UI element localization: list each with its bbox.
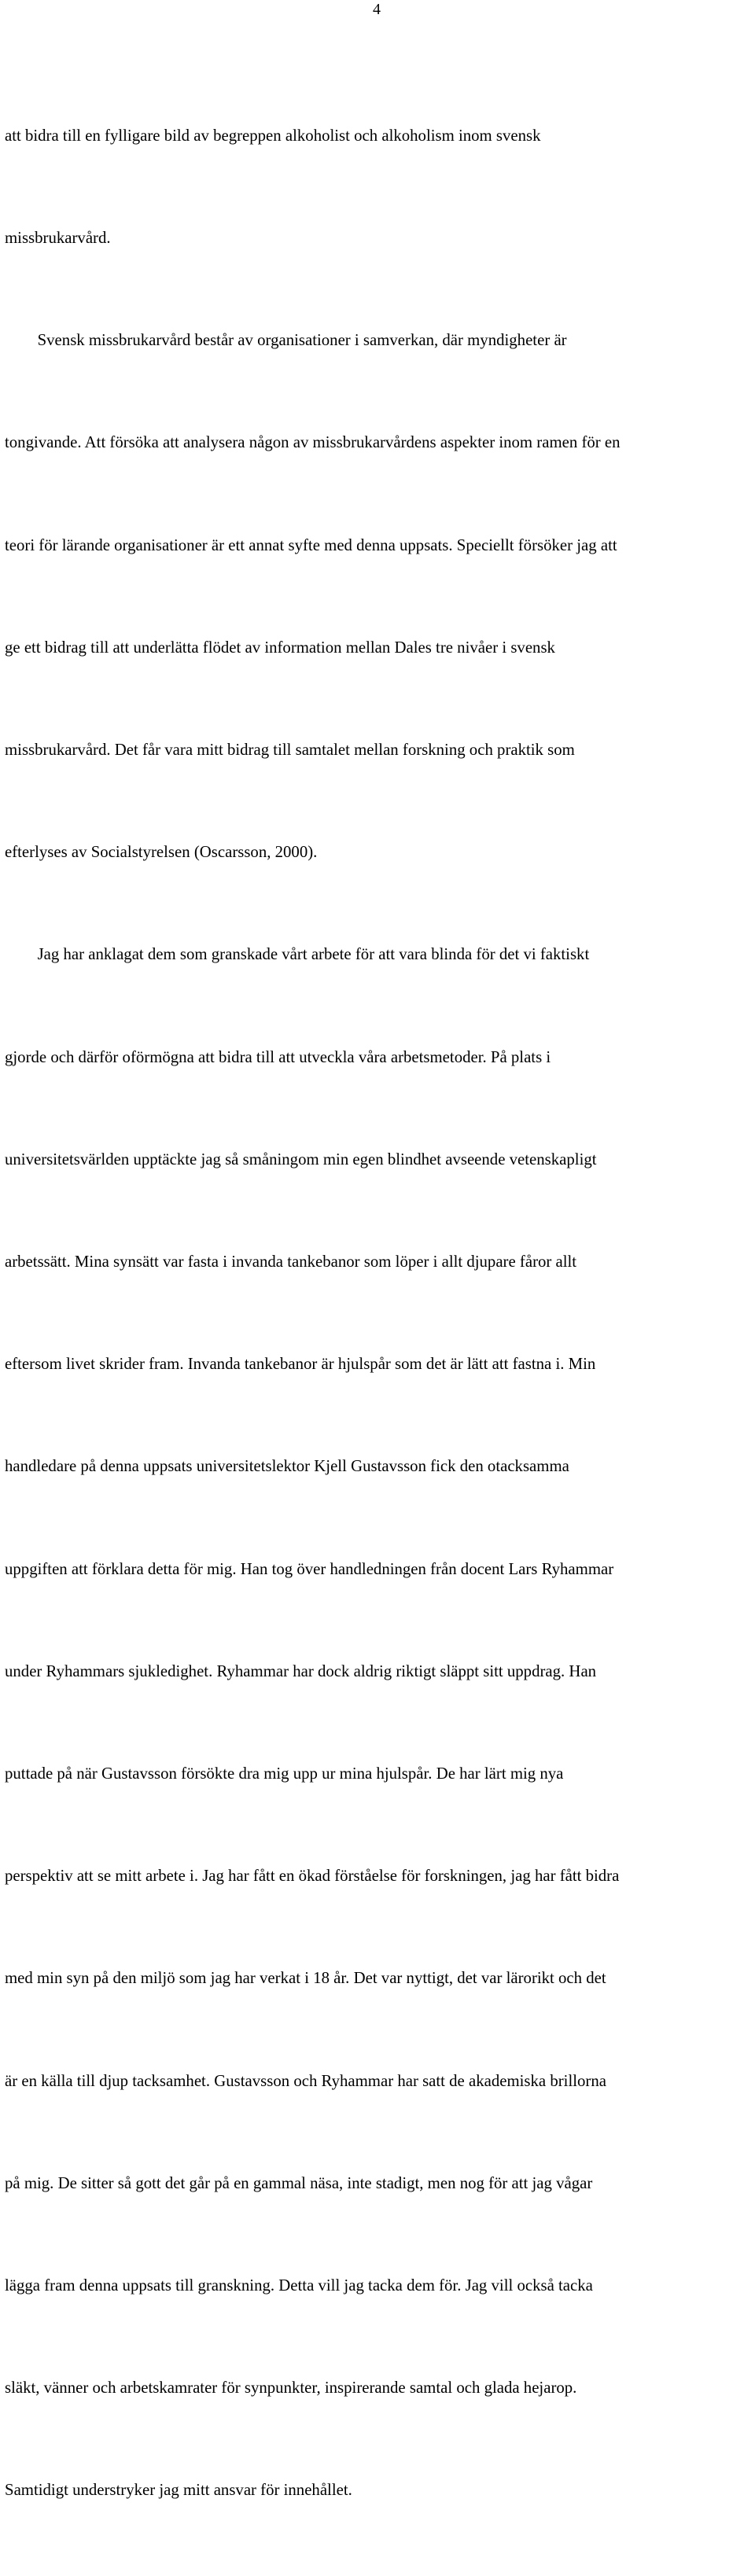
text-line: puttade på när Gustavsson försökte dra mig upp ur mina hjulspår. De har lärt mig nya (5, 1765, 564, 1783)
page-number: 4 (373, 1, 381, 18)
text-line: handledare på denna uppsats universitetslektor Kjell Gustavsson fick den otacksamma (5, 1457, 569, 1476)
text-line: på mig. De sitter så gott det går på en gammal näsa, inte stadigt, men nog för att jag vågar (5, 2173, 593, 2192)
text-line: perspektiv att se mitt arbete i. Jag har fått en ökad förståelse för forskningen, jag har fått bidra (5, 1867, 620, 1886)
text-line: missbrukarvård. (5, 229, 111, 248)
text-line: med min syn på den miljö som jag har verkat i 18 år. Det var nyttigt, det var lärorikt och det (5, 1969, 606, 1988)
text-line: teori för lärande organisationer är ett annat syfte med denna uppsats. Speciellt försöker jag att (5, 535, 617, 554)
text-line: uppgiften att förklara detta för mig. Han tog över handledningen från docent Lars Ryhammar (5, 1559, 614, 1578)
text-line: tongivande. Att försöka att analysera någon av missbrukarvårdens aspekter inom ramen för en (5, 433, 621, 452)
text-line: missbrukarvård. Det får vara mitt bidrag till samtalet mellan forskning och praktik som (5, 741, 575, 760)
text-line: Svensk missbrukarvård består av organisationer i samverkan, där myndigheter är (5, 331, 567, 350)
text-line: eftersom livet skrider fram. Invanda tankebanor är hjulspår som det är lätt att fastna i. Min (5, 1355, 596, 1374)
text-line: under Ryhammars sjukledighet. Ryhammar har dock aldrig riktigt släppt sitt uppdrag. Han (5, 1662, 597, 1680)
text-line: att bidra till en fylligare bild av begreppen alkoholist och alkoholism inom svensk (5, 126, 541, 145)
text-line: arbetssätt. Mina synsätt var fasta i invanda tankebanor som löper i allt djupare fåror allt (5, 1253, 577, 1271)
text-line: gjorde och därför oförmögna att bidra till att utveckla våra arbetsmetoder. På plats i (5, 1047, 551, 1066)
text-line: Samtidigt understryker jag mitt ansvar för innehållet. (5, 2481, 352, 2500)
text-line: lägga fram denna uppsats till granskning. Detta vill jag tacka dem för. Jag vill också tacka (5, 2276, 593, 2295)
text-line: universitetsvärlden upptäckte jag så småningom min egen blindhet avseende vetenskapligt (5, 1150, 597, 1168)
text-line: är en källa till djup tacksamhet. Gustavsson och Ryhammar har satt de akademiska brillorna (5, 2071, 606, 2090)
text-line: släkt, vänner och arbetskamrater för synpunkter, inspirerande samtal och glada hejarop. (5, 2379, 577, 2398)
body-text (5, 50, 752, 2576)
text-line: ge ett bidrag till att underlätta flödet av information mellan Dales tre nivåer i svensk (5, 638, 555, 657)
text-line: Jag har anklagat dem som granskade vårt arbete för att vara blinda för det vi faktiskt (5, 945, 590, 964)
text-line: efterlyses av Socialstyrelsen (Oscarsson, 2000). (5, 843, 318, 862)
